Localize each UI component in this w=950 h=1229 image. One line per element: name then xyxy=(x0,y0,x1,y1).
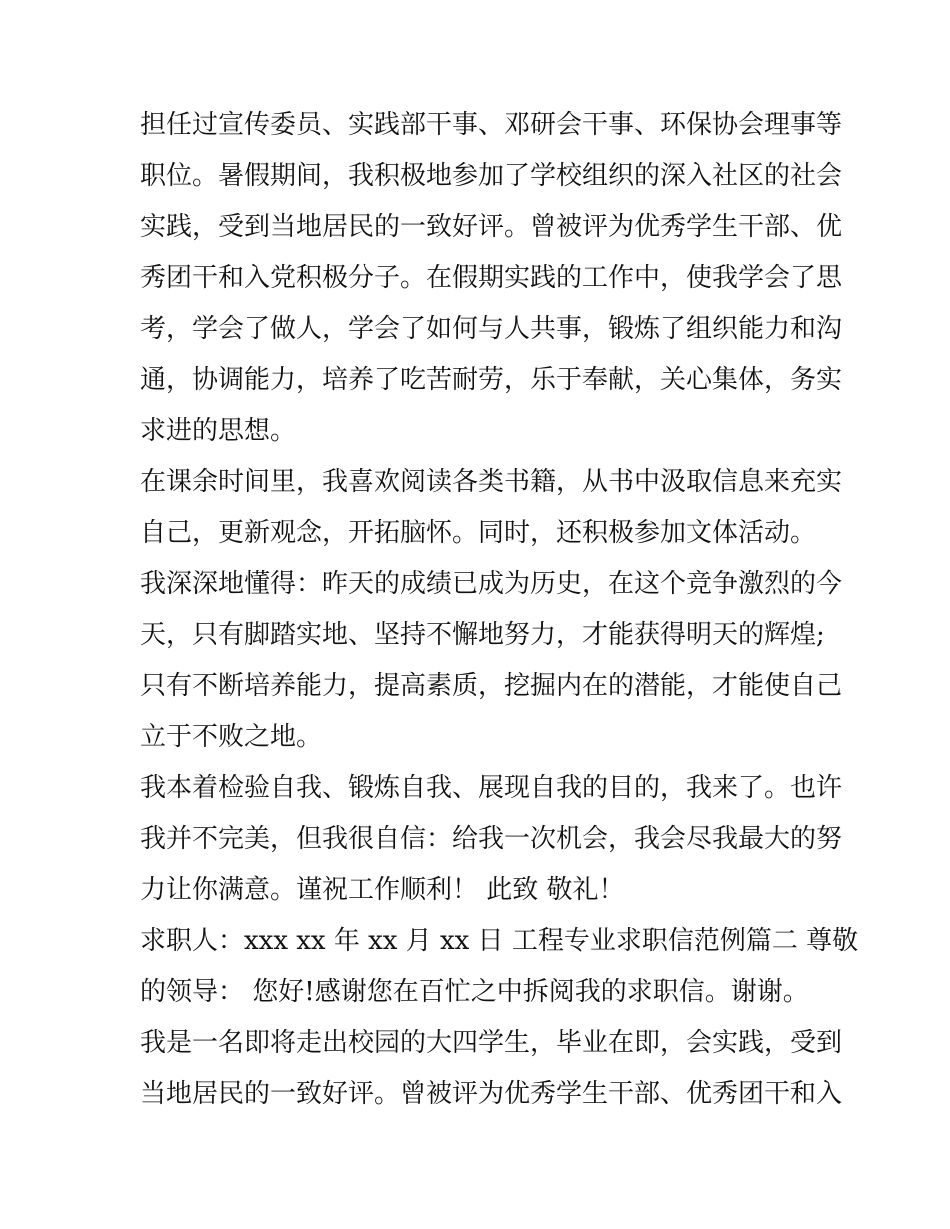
text-line: 立于不败之地。 xyxy=(140,722,323,752)
text-line: 我并不完美，但我很自信：给我一次机会，我会尽我最大的努 xyxy=(140,824,843,854)
text-line: 考，学会了做人，学会了如何与人共事，锻炼了组织能力和沟 xyxy=(140,314,843,344)
text-line: 通，协调能力，培养了吃苦耐劳，乐于奉献，关心集体，务实 xyxy=(140,365,843,395)
text-line: 职位。暑假期间，我积极地参加了学校组织的深入社区的社会 xyxy=(140,161,843,191)
text-line: 只有不断培养能力，提高素质，挖掘内在的潜能，才能使自己 xyxy=(140,671,843,701)
text-line: 力让你满意。谨祝工作顺利！ 此致 敬礼！ xyxy=(140,875,625,905)
text-line: 我是一名即将走出校园的大四学生，毕业在即，会实践，受到 xyxy=(140,1028,843,1058)
text-line: 担任过宣传委员、实践部干事、邓研会干事、环保协会理事等 xyxy=(140,110,843,140)
text-line: 当地居民的一致好评。曾被评为优秀学生干部、优秀团干和入 xyxy=(140,1079,843,1109)
text-line: 我本着检验自我、锻炼自我、展现自我的目的，我来了。也许 xyxy=(140,773,843,803)
text-line: 实践，受到当地居民的一致好评。曾被评为优秀学生干部、优 xyxy=(140,212,843,242)
text-line: 求职人：xxx xx 年 xx 月 xx 日 工程专业求职信范例篇二 尊敬 xyxy=(140,926,859,956)
text-line: 秀团干和入党积极分子。在假期实践的工作中，使我学会了思 xyxy=(140,263,843,293)
text-line: 我深深地懂得：昨天的成绩已成为历史，在这个竞争激烈的今 xyxy=(140,569,843,599)
text-line: 的领导： 您好!感谢您在百忙之中拆阅我的求职信。谢谢。 xyxy=(140,977,809,1007)
text-line: 天，只有脚踏实地、坚持不懈地努力，才能获得明天的辉煌; xyxy=(140,620,825,650)
text-line: 自己，更新观念，开拓脑怀。同时，还积极参加文体活动。 xyxy=(140,518,817,548)
text-line: 在课余时间里，我喜欢阅读各类书籍，从书中汲取信息来充实 xyxy=(140,467,843,497)
document-body xyxy=(140,100,859,1120)
text-line: 求进的思想。 xyxy=(140,416,297,446)
